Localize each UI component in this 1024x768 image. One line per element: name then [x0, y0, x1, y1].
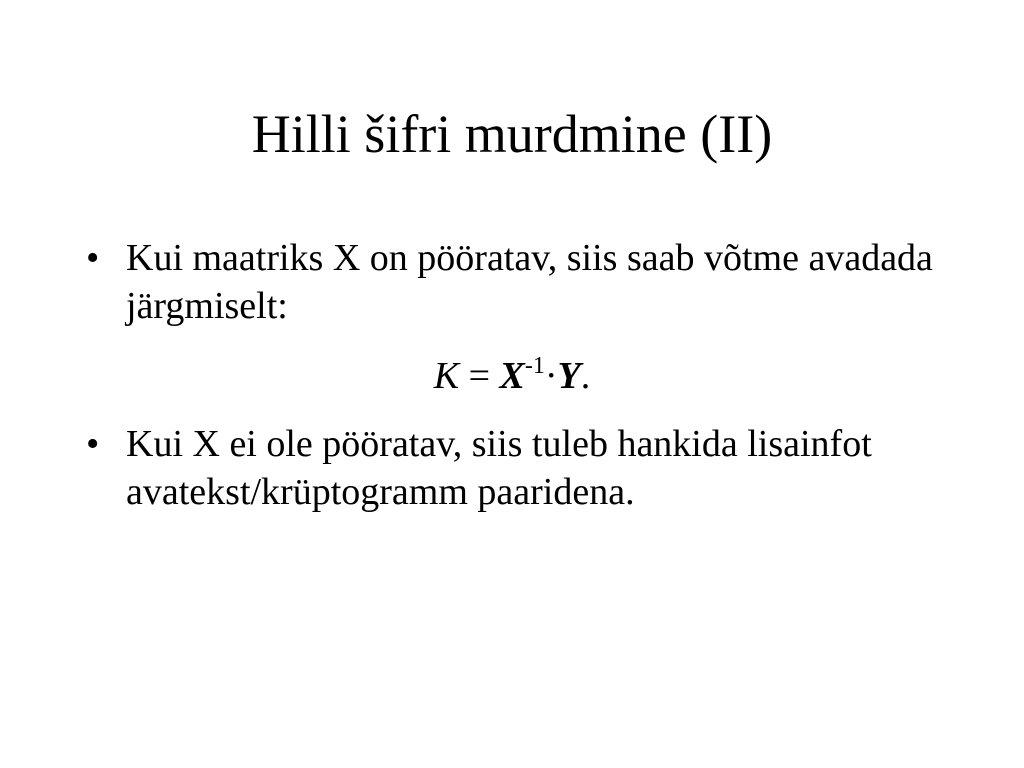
- bullet-item: [86, 234, 966, 330]
- bullet-item: [86, 420, 966, 516]
- bullet-marker: •: [86, 423, 100, 465]
- formula-k: K: [433, 355, 460, 397]
- formula-dot: ·: [544, 355, 558, 397]
- bullet-text: Kui X ei ole pööratav, siis tuleb hankida lisainfot avatekst/krüptogramm paaridena.: [126, 423, 872, 513]
- formula-exponent: -1: [524, 353, 545, 379]
- bullet-marker: •: [86, 237, 100, 279]
- bullet-text: Kui maatriks X on pööratav, siis saab võtme avadada järgmiselt:: [126, 237, 933, 327]
- formula-end: .: [580, 355, 591, 397]
- formula: [0, 352, 1024, 400]
- formula-y: Y: [557, 355, 581, 397]
- slide-title: Hilli šifri murdmine (II): [251, 104, 773, 164]
- formula-x: X: [499, 355, 525, 397]
- formula-equals: =: [459, 355, 500, 397]
